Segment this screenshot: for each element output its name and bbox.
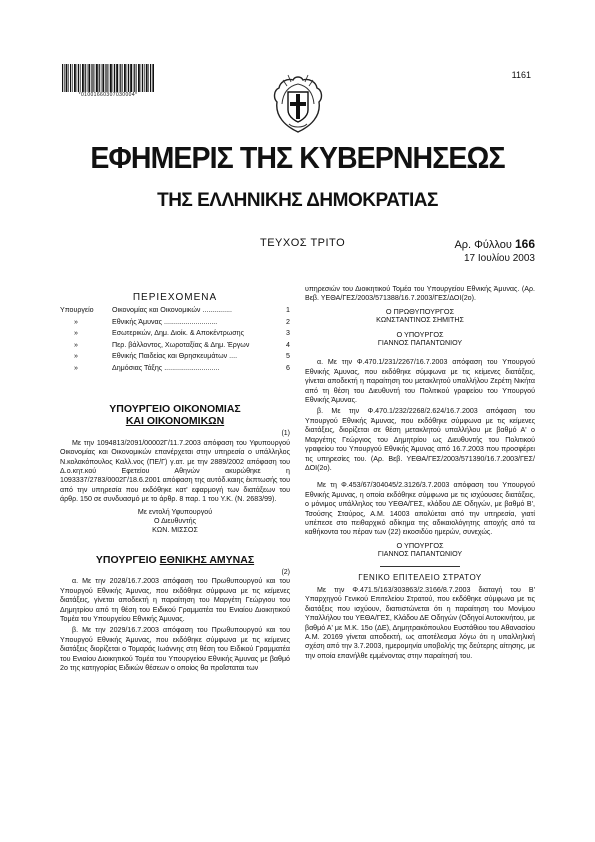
toc-label: Εθνικής Άμυνας ...........................: [112, 317, 218, 326]
signature-line: Ο Διευθυντής: [154, 517, 196, 526]
gazette-subtitle: ΤΗΣ ΕΛΛΗΝΙΚΗΣ ΔΗΜΟΚΡΑΤΙΑΣ: [157, 190, 438, 211]
decision-text: υπηρεσιών του Διοικητικού Τομέα του Υπουργείου Εθνικής Άμυνας. (Αρ. Βεβ. ΥΕΘΑ/ΓΕΣ/2003/571388/16.7.2003/ΓΕΣ/ΔΟΙ(2ο).: [305, 285, 535, 303]
signature-name: ΓΙΑΝΝΟΣ ΠΑΠΑΝΤΩΝΙΟΥ: [377, 339, 463, 348]
toc-label: Εθνικής Παιδείας και Θρησκευμάτων ....: [112, 352, 238, 361]
issue-date: 17 Ιουλίου 2003: [464, 253, 535, 264]
toc-item: [60, 306, 290, 318]
toc-list: [60, 306, 290, 375]
decision-text: Με τη Φ.453/67/304045/2.3126/3.7.2003 απόφαση του Υπουργού Εθνικής Άμυνας, η οποία εκδόθηκε σύμφωνα με τις ισχύουσες διατάξεις, ο μόνιμος υπάλληλος του ΥΕΘΑ/ΓΕΣ, κλάδου ΔΕ Οδηγών, με βαθμό Β', Τσούσης Σταύρος, Α.Μ. 14003 απολύεται από την υπηρεσία, γιατί υπέπεσε στο πειθαρχικό αδίκημα της αδικαιολόγητης αποχής από τα καθήκοντα του πέραν των (22) εικοσιδύο ημερών, συνεχώς.: [305, 481, 535, 537]
signature-title: Ο ΠΡΩΘΥΠΟΥΡΓΟΣ: [385, 306, 455, 316]
toc-page: 6: [286, 363, 290, 372]
toc-item: [60, 352, 290, 364]
ministry-defence-prefix: ΥΠΟΥΡΓΕΙΟ: [95, 553, 160, 566]
toc-title: ΠΕΡΙΕΧΟΜΕΝΑ: [132, 292, 218, 303]
toc-prefix: »: [74, 340, 78, 349]
signature-block: [60, 508, 290, 536]
signature-block: [305, 307, 535, 349]
issue-series: ΤΕΥΧΟΣ ΤΡΙΤΟ: [260, 237, 346, 249]
signature-title: Ο ΥΠΟΥΡΓΟΣ: [396, 540, 444, 550]
toc-page: 1: [286, 306, 290, 315]
ministry-finance-line1: ΥΠΟΥΡΓΕΙΟ ΟΙΚΟΝΟΜΙΑΣ: [109, 403, 241, 416]
decision-number: (2): [281, 568, 290, 576]
toc-label: Δημόσιας Τάξης ............................: [112, 363, 220, 372]
toc-label: Περ. βάλλοντος, Χωροταξίας & Δημ. Έργων: [112, 340, 250, 349]
section-divider: [380, 566, 460, 567]
decision-text: β. Με την 2029/16.7.2003 απόφαση του Πρωθυπουργού και του Υπουργού Εθνικής Άμυνας, που εκδόθηκε σύμφωνα με τις κείμενες διατάξεις διορίζεται ο Τομαράς Ιωάννης στη θέση του Ειδικού Γραμματέα του Ενιαίου Διοικητικού Τομέα του Υπουργείου Εθνικής Άμυνας με βαθμό 2ο της κατηγορίας Ειδικών θέσεων ο οποίος θα προΐσταται των: [60, 626, 290, 672]
barcode: [62, 64, 154, 92]
sheet-number: 166: [514, 237, 535, 251]
signature-block: [305, 541, 535, 560]
toc-item: [60, 341, 290, 353]
decision-text: α. Με την Φ.470.1/231/2267/16.7.2003 απόφαση του Υπουργού Εθνικής Άμυνας, που εκδόθηκε σύμφωνα με τις κείμενες διατάξεις, γίνεται αποδεκτή η παραίτηση του μετακλητού υπαλλήλου Ζερέτη Νικήτα από τη θέση του Διευθυντή του Πολιτικού γραφείου του Υπουργού Εθνικής Άμυνας.: [305, 358, 535, 405]
signature-name: ΚΩΝ. ΜΙΣΣΟΣ: [152, 526, 198, 535]
ministry-heading-finance: [60, 403, 290, 427]
toc-label: Εσωτερικών, Δημ. Διοίκ. & Αποκέντρωσης: [112, 329, 245, 338]
toc-page: 4: [286, 340, 290, 349]
decision-text: β. Με την Φ.470.1/232/2268/2.624/16.7.2003 απόφαση του Υπουργού Εθνικής Άμυνας, που εκδόθηκε σύμφωνα με τις κείμενες διατάξεις, διορίζεται σε θέση μετακλητού υπαλλήλου με βαθμό Α' ο Μαργέτης Γεώργιος του Δημητρίου ως Διευθυντής του Πολιτικού γραφείου του Υπουργού Εθνικής Άμυνας από 16.7.2003 που προσφέρει τις υπηρεσίες του. (Αρ. Βεβ. ΥΕΘΑ/ΓΕΣ/2003/571390/16.7.2003/ΓΕΣ/ΔΟΙ(2ο).: [305, 407, 535, 472]
toc-prefix: »: [74, 363, 78, 372]
barcode-number: *01001660307030004*: [78, 92, 138, 98]
decision-text: Με την 1094813/2091/00002Γ/11.7.2003 απόφαση του Υφυπουργού Οικονομίας και Οικονομικών επανέρχεται στην υπηρεσία ο υπάλληλος Ν.κολακόπουλος Καλλ.νος (ΠΕ/Γ) γ.ατ. με την 2889/2002 απόφαση του Δ.ο.κητ.κού Εφετείου Αθηνών ακυρώθηκε η 1093337/2783/0002Γ/18.6.2001 απόφαση της αυτόδ.καιης έκπτωσής του από την υπηρεσία που εκδόθηκε κατ' εφαρμογή των διατάξεων του άρθρ. 150 σε συνδυασμό με το άρθρ. 8 παρ. 1 του Υ.Κ. (Ν. 2683/99).: [60, 438, 290, 504]
ministry-finance-line2: ΚΑΙ ΟΙΚΟΝΟΜΙΚΩΝ: [125, 415, 225, 428]
ministry-heading-defence: [60, 554, 290, 566]
ministry-defence-name: ΕΘΝΙΚΗΣ ΑΜΥΝΑΣ: [159, 553, 255, 566]
gazette-title: ΕΦΗΜΕΡΙΣ ΤΗΣ ΚΥΒΕΡΝΗΣΕΩΣ: [90, 140, 505, 175]
sheet-label: Αρ. Φύλλου: [454, 239, 512, 251]
right-column: [305, 285, 535, 663]
greek-coat-of-arms-emblem: [271, 68, 325, 134]
decision-text: Με την Φ.471.5/163/303863/2.3166/8.7.2003 διαταγή του Β' Υπαρχηγού Γενικού Επιτελείου Στρατού, που εκδόθηκε σύμφωνα με τις διατάξεις που ισχύουν, διαπιστώνεται ότι η παραίτηση του Μονίμου Υπαλλήλου του ΥΕΘΑ/ΓΕΣ, Κλάδου ΔΕ Οδηγών (Οδηγοί Αυτοκινήτου, με βαθμό Α' με Μ.Κ. 15ο (ΔΕ), Δημητρακόπουλου Ευστάθιου του Αθανασίου Α.Μ. 20169 γίνεται αποδεκτή, ως αποτέλεσμα λόγω ότι η υπαλληλική σχέση από την 3.7.2003, ημερομηνία υποβολής της δεύτερης αίτησης, με την οποία επανήλθε εμμένοντας στην παραίτησή του.: [305, 585, 535, 660]
toc-item: [60, 364, 290, 376]
left-column: [60, 285, 290, 675]
page-number: 1161: [511, 70, 531, 80]
toc-prefix: Υπουργείο: [60, 306, 94, 315]
toc-item: [60, 329, 290, 341]
decision-text: α. Με την 2028/16.7.2003 απόφαση του Πρωθυπουργού και του Υπουργού Εθνικής Άμυνας, που εκδόθηκε σύμφωνα με τις κείμενες διατάξεις, γίνεται αποδεκτή η παραίτηση του Μαργέτη Γεώργιου του Δημητρίου από τη θέση του Ειδικού Γραμματέα του Ενιαίου Διοικητικού Τομέα του Υπουργείου Εθνικής Άμυνας.: [60, 577, 290, 623]
toc-page: 3: [286, 329, 290, 338]
toc-item: [60, 318, 290, 330]
signature-line: Με εντολή Υφυπουργού: [137, 507, 213, 516]
toc-prefix: »: [74, 352, 78, 361]
signature-name: ΓΙΑΝΝΟΣ ΠΑΠΑΝΤΩΝΙΟΥ: [377, 550, 463, 559]
signature-name: ΚΩΝΣΤΑΝΤΙΝΟΣ ΣΗΜΙΤΗΣ: [376, 316, 464, 325]
toc-page: 2: [286, 317, 290, 326]
toc-page: 5: [286, 352, 290, 361]
signature-title: Ο ΥΠΟΥΡΓΟΣ: [396, 329, 444, 339]
toc-prefix: »: [74, 317, 78, 326]
decision-number: (1): [281, 430, 290, 438]
sheet-number-label: [454, 237, 535, 251]
toc-label: Οικονομίας και Οικονομικών ...............: [112, 306, 232, 315]
section-heading: ΓΕΝΙΚΟ ΕΠΙΤΕΛΕΙΟ ΣΤΡΑΤΟΥ: [358, 572, 482, 582]
toc-prefix: »: [74, 329, 78, 338]
